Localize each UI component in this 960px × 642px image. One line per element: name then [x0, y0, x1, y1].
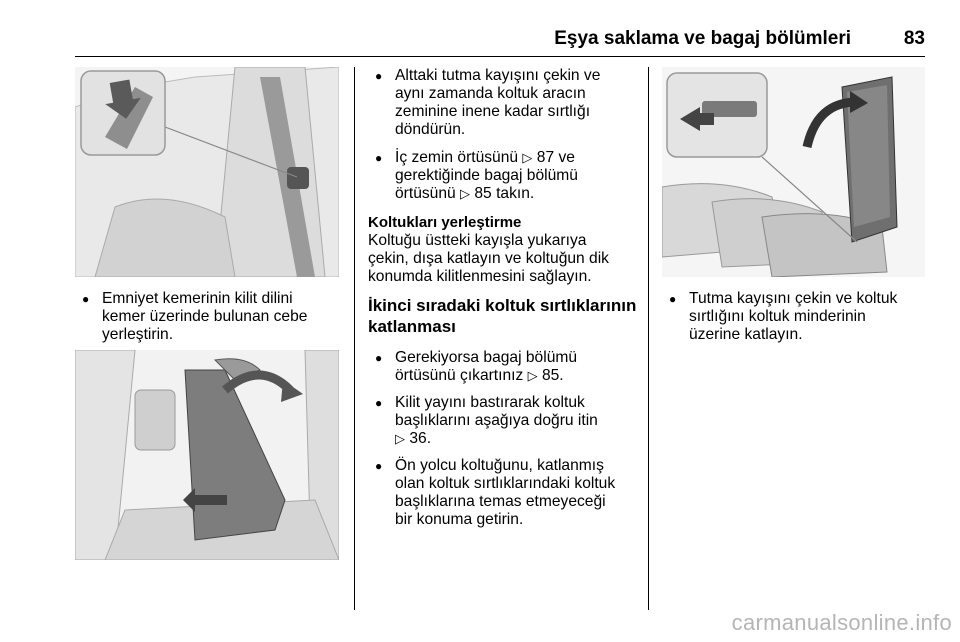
bullet-item-seatbelt: ● Emniyet kemerinin kilit dilini kemer üzerinde bulunan cebe yerleştirin.: [82, 290, 308, 343]
bullet-item-floor-cover: ● İç zemin örtüsünü ▷ 87 ve gerektiğinde bagaj bölümü örtüsünü ▷ 85 takın.: [375, 149, 578, 202]
seats-illustration: [662, 67, 925, 277]
subheading: Koltukları yerleştirme: [368, 214, 522, 231]
bullet-icon: ●: [82, 292, 90, 306]
page-ref-link[interactable]: 85.: [541, 367, 564, 384]
column-divider-1: [354, 67, 355, 610]
bullet-item-headrests: ● Kilit yayını bastırarak koltuk başlıklarını aşağıya doğru itin ▷ 36.: [375, 394, 598, 447]
bullet-item-front-seat: ● Ön yolcu koltuğunu, katlanmış olan koltuk sırtlıklarındaki koltuk başlıklarına temas etmeyeceği bir konuma getirin.: [375, 457, 616, 528]
ref-arrow-icon: ▷: [527, 368, 538, 383]
page-title: Eşya saklama ve bagaj bölümleri: [554, 28, 851, 49]
bullet-icon: ●: [669, 292, 677, 306]
watermark: carmanualsonline.info: [731, 610, 952, 635]
figure-seats: [662, 67, 925, 277]
section-heading: İkinci sıradaki koltuk sırtlıklarının katlanması: [368, 296, 637, 336]
figure-trunk: [75, 350, 339, 560]
trunk-illustration: [75, 350, 339, 560]
bullet-item-fold-backrest: ● Tutma kayışını çekin ve koltuk sırtlığını koltuk minderinin üzerine katlayın.: [669, 290, 898, 343]
right-column: [662, 290, 930, 344]
ref-arrow-icon: ▷: [460, 186, 471, 201]
ref-arrow-icon: ▷: [395, 431, 405, 446]
bullet-icon: ●: [375, 459, 383, 473]
page-number: 83: [903, 28, 925, 49]
bullet-icon: ●: [375, 151, 383, 165]
bullet-icon: ●: [375, 396, 383, 410]
bullet-item-pull-strap: ● Alttaki tutma kayışını çekin ve aynı zamanda koltuk aracın zeminine inene kadar sırtlığı döndürün.: [375, 67, 601, 138]
page-header: [75, 22, 925, 57]
bullet-icon: ●: [375, 351, 383, 365]
bullet-item-remove-cover: ● Gerekiyorsa bagaj bölümü örtüsünü çıkartınız ▷ 85.: [375, 349, 578, 384]
figure-seatbelt: [75, 67, 339, 277]
column-divider-2: [648, 67, 649, 610]
bullet-icon: ●: [375, 69, 383, 83]
page-ref-link[interactable]: 87: [536, 149, 555, 166]
seatbelt-illustration: [75, 67, 339, 277]
page-ref-link[interactable]: 36.: [409, 430, 432, 447]
middle-column: ● Alttaki tutma kayışını çekin ve aynı zamanda koltuk aracın zeminine inene kadar sırtlığı döndürün. ● İç zemin örtüsünü ▷ 87 ve gerektiğinde bagaj bölümü örtüsünü ▷ 85 takın. Koltukları yerleştirme Koltuğu üstteki kayışla yukarıya çekin, dışa katlayın ve koltuğun dik konumda kilitlenmesini sağlayın. İkinci sıradaki koltuk sırtlıklarının katlanması ● Gerekiyorsa bagaj bölümü örtüsünü çıkartınız ▷ 85. ● Kilit yayını bastırarak koltuk başlıklarını aşağıya doğru itin ▷ 36. ● Ön yolcu koltuğunu, katlanmış olan koltuk sırtlıklarındaki koltuk başlıklarına temas etmeyeceği bir konuma getirin.: [368, 67, 642, 529]
page-ref-link[interactable]: 85: [474, 185, 492, 202]
left-column: [75, 290, 345, 344]
ref-arrow-icon: ▷: [522, 150, 533, 165]
